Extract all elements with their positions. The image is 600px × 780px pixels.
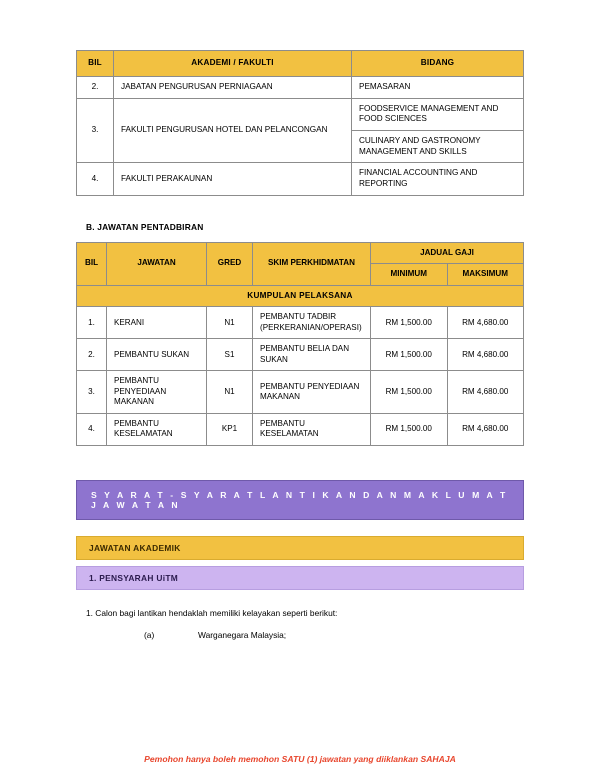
cell-maksimum: RM 4,680.00 (447, 307, 524, 339)
column-header-maksimum: MAKSIMUM (447, 264, 524, 286)
section-heading-pentadbiran: B. JAWATAN PENTADBIRAN (86, 221, 204, 232)
cell-akademi: FAKULTI PERAKAUNAN (114, 163, 352, 195)
cell-bidang: CULINARY AND GASTRONOMY MANAGEMENT AND SKILLS (352, 130, 524, 162)
cell-maksimum: RM 4,680.00 (447, 371, 524, 414)
subsection-pensyarah-uitm: 1. PENSYARAH UiTM (76, 566, 524, 590)
table-group-row (77, 285, 524, 307)
cell-jawatan: PEMBANTU KESELAMATAN (107, 413, 207, 445)
cell-jawatan: PEMBANTU SUKAN (107, 339, 207, 371)
cell-skim: PEMBANTU PENYEDIAAN MAKANAN (253, 371, 371, 414)
column-header-minimum: MINIMUM (371, 264, 448, 286)
cell-bil: 2. (77, 77, 114, 99)
cell-gred: S1 (207, 339, 253, 371)
cell-bidang: PEMASARAN (352, 77, 524, 99)
cell-bil: 4. (77, 413, 107, 445)
table-row (77, 163, 524, 195)
column-header-bil: BIL (77, 51, 114, 77)
column-header-jadual-gaji: JADUAL GAJI (371, 242, 524, 264)
cell-bil: 4. (77, 163, 114, 195)
column-header-jawatan: JAWATAN (107, 242, 207, 285)
paragraph-kelayakan: 1. Calon bagi lantikan hendaklah memiliki kelayakan seperti berikut: (86, 607, 338, 618)
cell-skim: PEMBANTU KESELAMATAN (253, 413, 371, 445)
cell-maksimum: RM 4,680.00 (447, 413, 524, 445)
cell-skim: PEMBANTU TADBIR (PERKERANIAN/OPERASI) (253, 307, 371, 339)
cell-akademi: FAKULTI PENGURUSAN HOTEL DAN PELANCONGAN (114, 98, 352, 163)
column-header-gred: GRED (207, 242, 253, 285)
table-akademi-fakulti (76, 50, 524, 196)
column-header-bil: BIL (77, 242, 107, 285)
table-row (77, 307, 524, 339)
column-header-akademi: AKADEMI / FAKULTI (114, 51, 352, 77)
cell-gred: KP1 (207, 413, 253, 445)
cell-jawatan: KERANI (107, 307, 207, 339)
list-item-label: (a) (144, 629, 155, 640)
cell-bil: 3. (77, 371, 107, 414)
cell-jawatan: PEMBANTU PENYEDIAAN MAKANAN (107, 371, 207, 414)
cell-minimum: RM 1,500.00 (371, 339, 448, 371)
table-row (77, 413, 524, 445)
cell-minimum: RM 1,500.00 (371, 413, 448, 445)
cell-skim: PEMBANTU BELIA DAN SUKAN (253, 339, 371, 371)
section-banner-syarat: S Y A R A T - S Y A R A T L A N T I K A N D A N M A K L U M A T J A W A T A N (76, 480, 524, 520)
cell-bil: 2. (77, 339, 107, 371)
table-row (77, 98, 524, 130)
cell-bil: 3. (77, 98, 114, 163)
table-row (77, 77, 524, 99)
cell-bil: 1. (77, 307, 107, 339)
table-row (77, 339, 524, 371)
cell-minimum: RM 1,500.00 (371, 307, 448, 339)
table-row (77, 371, 524, 414)
column-header-skim: SKIM PERKHIDMATAN (253, 242, 371, 285)
cell-maksimum: RM 4,680.00 (447, 339, 524, 371)
list-item-a (144, 630, 524, 640)
table-jawatan-pentadbiran (76, 242, 524, 446)
table-header-row (77, 51, 524, 77)
cell-gred: N1 (207, 371, 253, 414)
cell-bidang: FOODSERVICE MANAGEMENT AND FOOD SCIENCES (352, 98, 524, 130)
group-label: KUMPULAN PELAKSANA (77, 285, 524, 307)
footer-note: Pemohon hanya boleh memohon SATU (1) jawatan yang diiklankan SAHAJA (144, 754, 456, 764)
cell-akademi: JABATAN PENGURUSAN PERNIAGAAN (114, 77, 352, 99)
cell-bidang: FINANCIAL ACCOUNTING AND REPORTING (352, 163, 524, 195)
column-header-bidang: BIDANG (352, 51, 524, 77)
cell-gred: N1 (207, 307, 253, 339)
table-header-row (77, 242, 524, 264)
list-item-text: Warganegara Malaysia; (198, 629, 287, 640)
subsection-jawatan-akademik: JAWATAN AKADEMIK (76, 536, 524, 560)
cell-minimum: RM 1,500.00 (371, 371, 448, 414)
